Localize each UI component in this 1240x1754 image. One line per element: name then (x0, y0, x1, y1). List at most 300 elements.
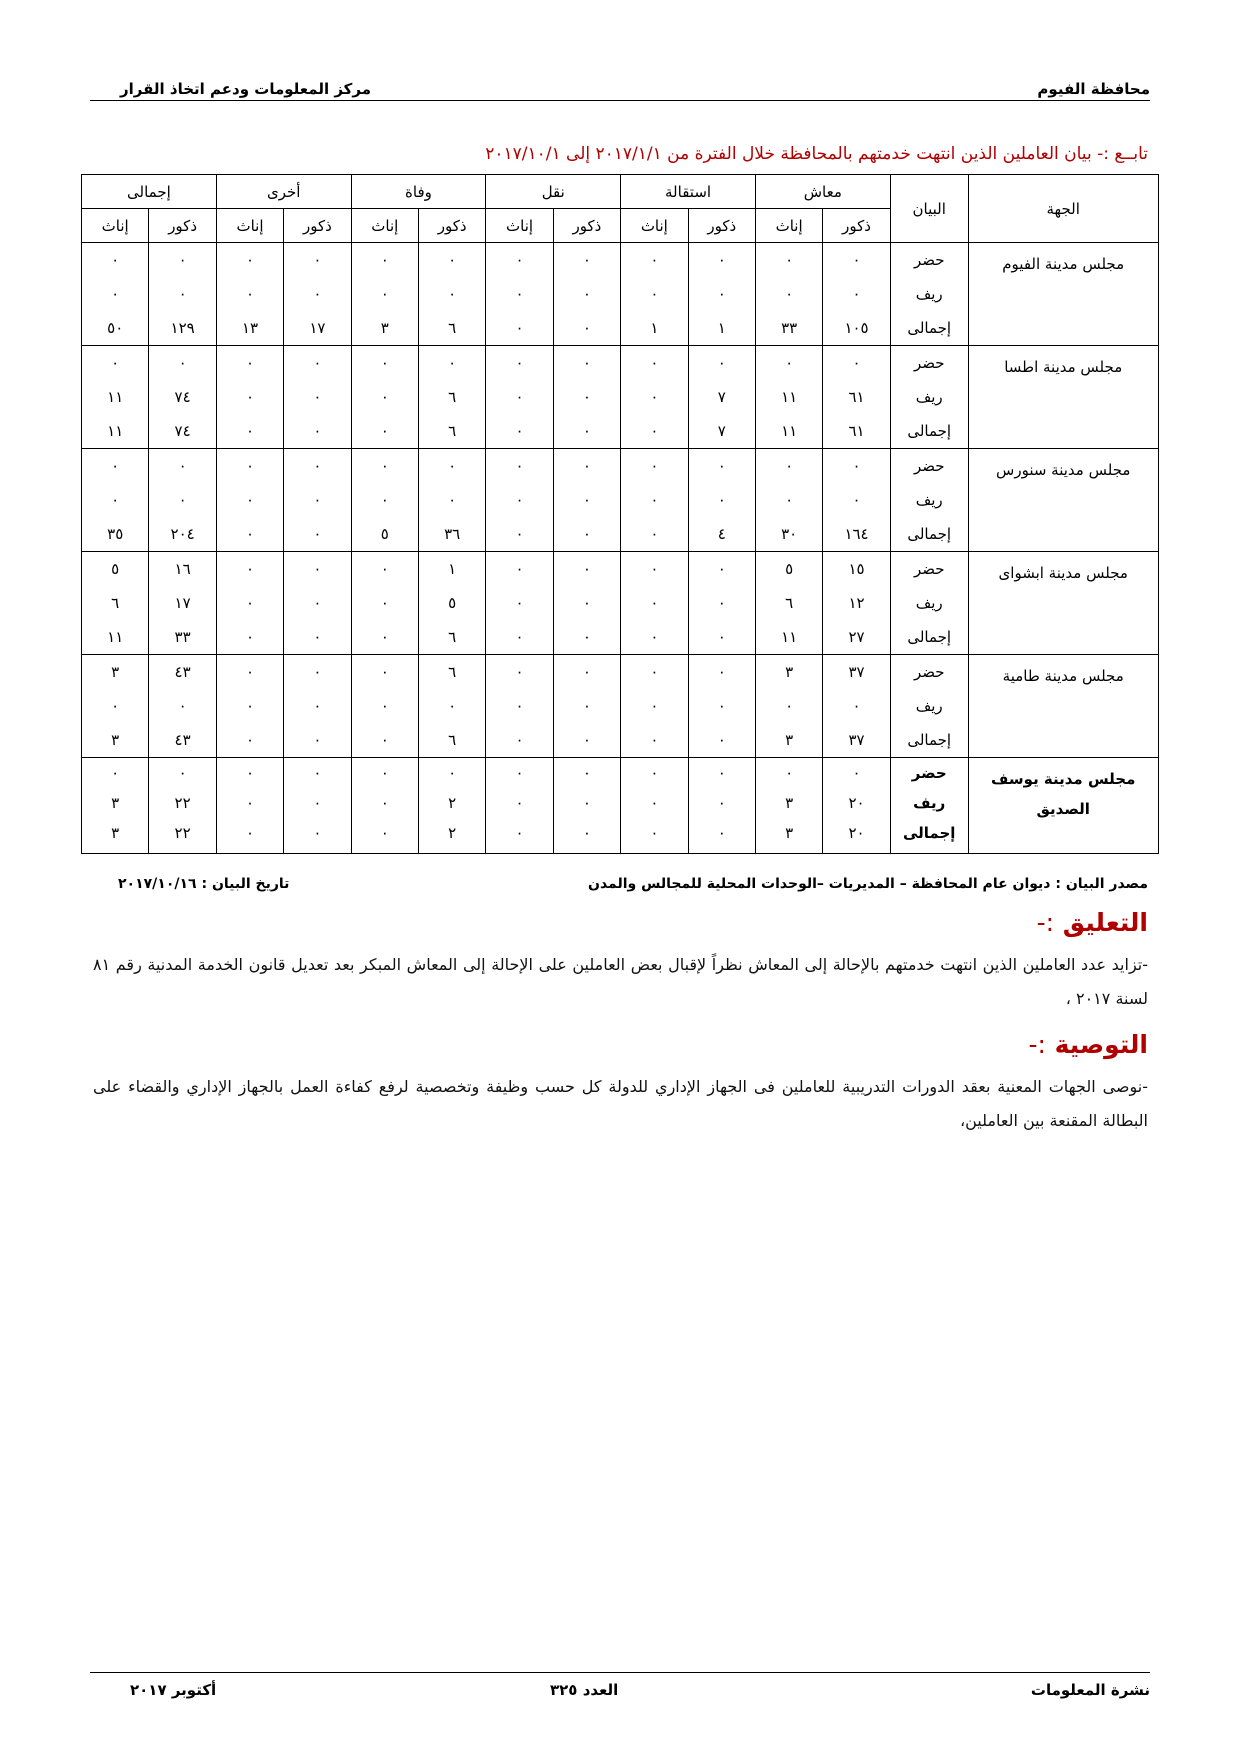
stat-label: إجمالى (907, 422, 952, 440)
value: ٠ (245, 764, 255, 782)
value-cell (621, 243, 688, 346)
value: ٠ (448, 457, 457, 475)
value: ٠ (785, 354, 794, 372)
header-male: ذكور (284, 209, 351, 243)
value: ١١ (781, 628, 798, 646)
value-cell (418, 655, 485, 758)
value: ٠ (582, 285, 591, 303)
value: ٠ (313, 663, 322, 681)
value: ٠ (650, 794, 659, 812)
value: ٥ (380, 525, 389, 543)
stat-label: إجمالى (907, 628, 952, 646)
value: ٠ (313, 285, 322, 303)
value: ٠ (380, 628, 389, 646)
value-cell (486, 449, 553, 552)
value-cell (688, 243, 755, 346)
value: ٠ (717, 457, 726, 475)
value: ٠ (380, 388, 389, 406)
value: ٠ (245, 560, 255, 578)
value-cell (755, 243, 822, 346)
stat-labels-cell (890, 243, 968, 346)
value-cell (149, 449, 216, 552)
value: ٠ (852, 251, 861, 269)
value: ١ (448, 560, 457, 578)
value: ٠ (245, 824, 255, 842)
value: ٠ (515, 697, 524, 715)
value: ٦ (448, 422, 457, 440)
value: ٠ (111, 354, 120, 372)
value: ٠ (111, 491, 120, 509)
value-cell (284, 346, 351, 449)
value: ٣ (785, 663, 794, 681)
stat-label: ريف (915, 285, 943, 303)
value: ٠ (582, 251, 591, 269)
value: ٠ (515, 251, 524, 269)
value: ٥٠ (107, 319, 124, 337)
stat-labels-cell (890, 758, 968, 854)
value: ٠ (313, 594, 322, 612)
recommendation-text: -نوصى الجهات المعنية بعقد الدورات التدريبية للعاملين فى الجهاز الإداري للدولة كل حسب وظيفة وتخصصية لرفع كفاءة العمل بالجهاز الإداري والقضاء على البطالة المقنعة بين العاملين، (93, 1077, 1148, 1130)
value: ٠ (650, 457, 659, 475)
value-cell (351, 449, 418, 552)
value: ٠ (717, 764, 726, 782)
value: ٣٠ (781, 525, 798, 543)
source-text: مصدر البيان : ديوان عام المحافظة – المديريات –الوحدات المحلية للمجالس والمدن (588, 876, 1148, 892)
value-cell (823, 758, 890, 854)
value: ٣ (785, 731, 794, 749)
value: ٠ (582, 491, 591, 509)
value: ١٢٩ (170, 319, 195, 337)
value-cell (284, 243, 351, 346)
value-cell (216, 346, 283, 449)
value: ٠ (650, 560, 659, 578)
value: ٠ (245, 731, 255, 749)
value: ١١ (107, 422, 124, 440)
value-cell (418, 552, 485, 655)
value: ١٦٤ (844, 525, 869, 543)
center-name: مركز المعلومات ودعم اتخاذ القرار (120, 80, 372, 98)
value: ٠ (245, 457, 255, 475)
value-cell (418, 243, 485, 346)
value: ٠ (313, 560, 322, 578)
value: ٠ (448, 764, 457, 782)
value-cell (216, 449, 283, 552)
header-group: نقل (486, 175, 621, 209)
value: ٠ (178, 354, 187, 372)
stat-label: حضر (911, 764, 947, 782)
value: ٠ (785, 285, 794, 303)
value: ١٣ (241, 319, 259, 337)
value: ٠ (582, 663, 591, 681)
value: ٠ (852, 764, 861, 782)
header-group: وفاة (351, 175, 486, 209)
value: ٧٤ (174, 422, 191, 440)
header-female: إناث (621, 209, 688, 243)
stat-label: ريف (915, 697, 943, 715)
value-cell (82, 346, 149, 449)
value: ٠ (313, 525, 322, 543)
value-cell (284, 758, 351, 854)
value: ٠ (717, 731, 726, 749)
value-cell (553, 552, 620, 655)
header-male: ذكور (823, 209, 890, 243)
value: ٠ (111, 457, 120, 475)
value: ٠ (582, 525, 591, 543)
header-male: ذكور (553, 209, 620, 243)
value-cell (284, 552, 351, 655)
stat-label: حضر (913, 354, 945, 372)
value: ٠ (245, 794, 255, 812)
table-row (82, 655, 1159, 758)
header-group: أخرى (216, 175, 351, 209)
header-group: معاش (755, 175, 890, 209)
entity-cell: مجلس مدينة طامية (968, 655, 1158, 758)
page-header (90, 80, 1150, 101)
value: ٠ (178, 285, 187, 303)
value-cell (351, 346, 418, 449)
value-cell (216, 655, 283, 758)
header-male: ذكور (688, 209, 755, 243)
table-caption: تابــع :- بيان العاملين الذين انتهت خدمتهم بالمحافظة خلال الفترة من ٢٠١٧/١/١ إلى ٢٠١٧/١٠/١ (485, 144, 1148, 164)
value: ٠ (650, 354, 659, 372)
stat-label: حضر (913, 560, 945, 578)
value: ٠ (448, 697, 457, 715)
value: ٠ (650, 422, 659, 440)
value: ١٧ (309, 319, 326, 337)
value-cell (823, 243, 890, 346)
value-cell (82, 243, 149, 346)
header-female: إناث (755, 209, 822, 243)
value-cell (486, 655, 553, 758)
value-cell (688, 758, 755, 854)
value: ٠ (448, 251, 457, 269)
value-cell (149, 243, 216, 346)
value: ٠ (650, 764, 659, 782)
value-cell (351, 552, 418, 655)
table-body (82, 243, 1159, 854)
stat-label: حضر (913, 251, 945, 269)
value-cell (486, 552, 553, 655)
entity-cell: مجلس مدينة اطسا (968, 346, 1158, 449)
value: ٠ (245, 594, 255, 612)
stat-label: إجمالى (907, 731, 952, 749)
value-cell (418, 346, 485, 449)
value-cell (755, 655, 822, 758)
value: ٠ (313, 422, 322, 440)
value: ٠ (448, 354, 457, 372)
stat-label: ريف (915, 388, 943, 406)
value: ٦ (448, 628, 457, 646)
value: ٠ (650, 491, 659, 509)
stat-label: ريف (915, 491, 943, 509)
value-cell (621, 449, 688, 552)
value: ٠ (245, 422, 255, 440)
value: ٠ (245, 628, 255, 646)
stat-label: ريف (915, 594, 943, 612)
value: ٠ (245, 697, 255, 715)
value: ٠ (111, 697, 120, 715)
value: ٠ (582, 824, 591, 842)
value-cell (621, 758, 688, 854)
footer-issue: العدد ٣٢٥ (550, 1681, 619, 1699)
value: ٧ (717, 388, 726, 406)
value: ٣٧ (848, 731, 865, 749)
value: ٠ (313, 251, 322, 269)
header-male: ذكور (149, 209, 216, 243)
value: ٠ (380, 824, 389, 842)
value: ٣ (111, 663, 120, 681)
value: ٠ (313, 731, 322, 749)
value: ٠ (313, 794, 322, 812)
value: ٠ (785, 251, 794, 269)
value: ٧٤ (174, 388, 191, 406)
value-cell (82, 449, 149, 552)
value: ٠ (582, 594, 591, 612)
value: ٠ (515, 731, 524, 749)
value-cell (149, 552, 216, 655)
recommendation-title: التوصية (1054, 1030, 1148, 1059)
value: ٣٦ (444, 525, 461, 543)
value: ٠ (515, 560, 524, 578)
value: ٤٣ (174, 731, 191, 749)
value: ٠ (380, 491, 389, 509)
value: ٠ (515, 594, 524, 612)
footer-date: أكتوبر ٢٠١٧ (130, 1681, 217, 1699)
value: ٠ (650, 525, 659, 543)
stat-label: إجمالى (907, 319, 952, 337)
value: ٠ (380, 794, 389, 812)
value-cell (216, 243, 283, 346)
header-female: إناث (486, 209, 553, 243)
value: ٠ (178, 491, 187, 509)
value: ٠ (515, 285, 524, 303)
value: ٢ (448, 824, 457, 842)
value-cell (82, 758, 149, 854)
value: ٣٣ (174, 628, 191, 646)
value: ٠ (582, 697, 591, 715)
header-group: استقالة (621, 175, 756, 209)
value: ٠ (380, 697, 389, 715)
value: ٠ (717, 663, 726, 681)
table-header-row (82, 175, 1159, 209)
value: ٠ (650, 663, 659, 681)
value: ٠ (717, 794, 726, 812)
value: ٠ (650, 388, 659, 406)
value: ٠ (582, 388, 591, 406)
value: ٣٣ (781, 319, 798, 337)
value: ٠ (582, 354, 591, 372)
value: ٦ (448, 663, 457, 681)
value-cell (688, 655, 755, 758)
table-row (82, 243, 1159, 346)
table-row (82, 758, 1159, 854)
entity-cell: مجلس مدينة الفيوم (968, 243, 1158, 346)
stat-labels-cell (890, 552, 968, 655)
value-cell (553, 758, 620, 854)
value: ٣ (111, 794, 120, 812)
entity-cell: مجلس مدينة ابشواى (968, 552, 1158, 655)
value: ٧ (717, 422, 726, 440)
value: ٠ (582, 628, 591, 646)
value: ٤٣ (174, 663, 191, 681)
value: ٠ (178, 697, 187, 715)
value: ٠ (515, 525, 524, 543)
header-female: إناث (351, 209, 418, 243)
value: ٢٠٤ (170, 525, 195, 543)
value-cell (418, 758, 485, 854)
value: ٠ (313, 697, 322, 715)
value: ٠ (178, 457, 187, 475)
value-cell (149, 655, 216, 758)
value: ٠ (650, 824, 659, 842)
value: ١٥ (848, 560, 865, 578)
value-cell (823, 552, 890, 655)
value: ٠ (717, 251, 726, 269)
value-cell (755, 449, 822, 552)
value: ٠ (380, 457, 389, 475)
value: ١٢ (848, 594, 865, 612)
value-cell (553, 449, 620, 552)
value: ٠ (515, 764, 524, 782)
value: ٠ (380, 422, 389, 440)
header-group: إجمالى (82, 175, 217, 209)
value: ٦ (785, 594, 794, 612)
value: ٦١ (848, 422, 865, 440)
value: ٠ (380, 764, 389, 782)
value: ٥ (111, 560, 120, 578)
value: ٠ (313, 764, 322, 782)
value: ٣ (111, 824, 120, 842)
header-female: إناث (216, 209, 283, 243)
value: ٠ (582, 764, 591, 782)
value: ٠ (515, 457, 524, 475)
stat-label: إجمالى (902, 824, 956, 842)
value: ٠ (380, 251, 389, 269)
value: ٠ (515, 388, 524, 406)
value-cell (351, 655, 418, 758)
value: ٥ (785, 560, 794, 578)
value-cell (823, 449, 890, 552)
value: ٠ (245, 525, 255, 543)
value: ٠ (515, 824, 524, 842)
stat-labels-cell (890, 346, 968, 449)
value: ١٠٥ (844, 319, 869, 337)
value: ٠ (380, 663, 389, 681)
value: ٦ (448, 388, 457, 406)
employees-table (81, 174, 1159, 854)
value: ٠ (448, 285, 457, 303)
source-date: تاريخ البيان : ٢٠١٧/١٠/١٦ (118, 876, 290, 892)
value: ٠ (852, 491, 861, 509)
value-cell (486, 758, 553, 854)
value: ٠ (313, 628, 322, 646)
value-cell (149, 346, 216, 449)
value-cell (351, 758, 418, 854)
value: ٣ (785, 794, 794, 812)
value-cell (216, 552, 283, 655)
table-row (82, 552, 1159, 655)
value: ٠ (582, 457, 591, 475)
comment-suffix: :- (1036, 908, 1055, 937)
value: ٠ (245, 251, 255, 269)
value: ٣ (785, 824, 794, 842)
value: ٦١ (848, 388, 865, 406)
value-cell (755, 758, 822, 854)
value: ٠ (785, 697, 794, 715)
value: ٠ (515, 422, 524, 440)
value: ٠ (717, 824, 726, 842)
value: ١٧ (174, 594, 191, 612)
header-entity: الجهة (968, 175, 1158, 243)
value: ٠ (852, 457, 861, 475)
value-cell (621, 655, 688, 758)
value: ١٦ (174, 560, 191, 578)
value: ٠ (515, 663, 524, 681)
value: ٠ (650, 251, 659, 269)
value: ٠ (582, 731, 591, 749)
value: ٠ (111, 764, 120, 782)
value: ٠ (515, 491, 524, 509)
value: ٠ (582, 794, 591, 812)
value: ٠ (245, 285, 255, 303)
value: ٠ (245, 354, 255, 372)
header-stat: البيان (890, 175, 968, 243)
value: ٣ (111, 731, 120, 749)
value: ٠ (717, 697, 726, 715)
recommendation-heading (1028, 1030, 1148, 1059)
value: ٠ (717, 491, 726, 509)
value-cell (553, 655, 620, 758)
value-cell (418, 449, 485, 552)
value: ٦ (111, 594, 120, 612)
value: ٠ (650, 697, 659, 715)
value: ٠ (380, 594, 389, 612)
header-male: ذكور (418, 209, 485, 243)
governorate-name: محافظة الفيوم (1037, 80, 1150, 98)
value: ٠ (178, 251, 187, 269)
value: ٠ (515, 628, 524, 646)
value: ٠ (313, 354, 322, 372)
value-cell (755, 346, 822, 449)
value: ٠ (582, 319, 591, 337)
value: ٢٠ (848, 794, 865, 812)
table-row (82, 449, 1159, 552)
value-cell (486, 346, 553, 449)
value-cell (284, 449, 351, 552)
value-cell (149, 758, 216, 854)
value: ٠ (717, 628, 726, 646)
value: ٠ (717, 285, 726, 303)
value-cell (688, 449, 755, 552)
value: ٠ (582, 560, 591, 578)
stat-label: ريف (913, 794, 946, 812)
footer-publication: نشرة المعلومات (1030, 1681, 1150, 1699)
value: ٠ (785, 457, 794, 475)
value-cell (82, 655, 149, 758)
value: ٠ (380, 731, 389, 749)
value: ٠ (717, 354, 726, 372)
value: ٣ (380, 319, 389, 337)
value: ١١ (781, 388, 798, 406)
value: ١١ (107, 388, 124, 406)
value-cell (823, 346, 890, 449)
value-cell (688, 552, 755, 655)
value: ٠ (111, 251, 120, 269)
value: ٠ (515, 319, 524, 337)
value: ٤ (717, 525, 726, 543)
value: ٠ (717, 594, 726, 612)
value: ٠ (313, 491, 322, 509)
